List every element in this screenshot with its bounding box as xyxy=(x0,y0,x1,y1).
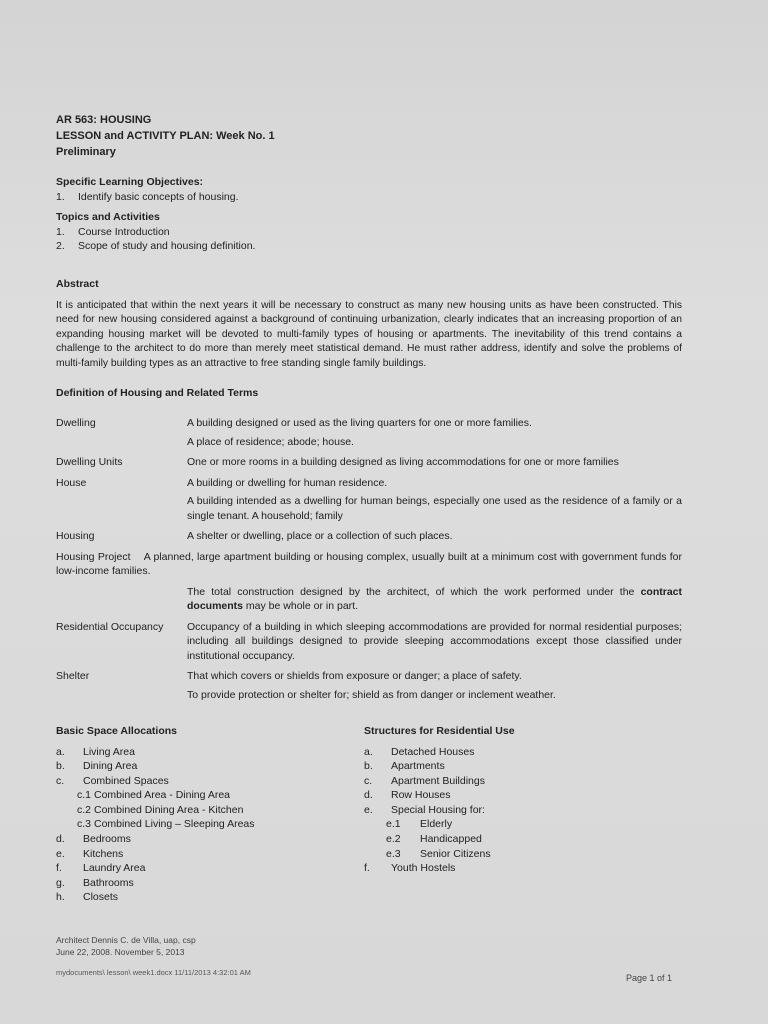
item-text: Identify basic concepts of housing. xyxy=(78,190,239,203)
item-number: 2. xyxy=(56,240,65,252)
term-label: House xyxy=(56,476,87,489)
list-item: c. Combined Spaces xyxy=(56,774,169,787)
contract-documents-term: contract documents xyxy=(187,585,682,612)
structures-heading: Structures for Residential Use xyxy=(364,725,515,737)
definition-housing-project xyxy=(56,550,682,614)
definition-text: The total construction designed by the architect, of which the work performed under the contract documents may be whole or in part. xyxy=(187,585,682,612)
definition-shelter xyxy=(56,669,682,702)
course-title: AR 563: HOUSING xyxy=(56,114,152,126)
allocations-heading: Basic Space Allocations xyxy=(56,725,177,737)
topics-section xyxy=(56,210,255,254)
definition-text: A place of residence; abode; house. xyxy=(187,435,354,448)
list-item: c.3 Combined Living – Sleeping Areas xyxy=(77,818,255,831)
allocations-section xyxy=(56,724,356,905)
allocations-list xyxy=(56,745,356,906)
definition-residential-occupancy xyxy=(56,620,682,664)
list-item: g. Bathrooms xyxy=(56,876,134,889)
list-item: f. Youth Hostels xyxy=(364,862,456,875)
item-text: Scope of study and housing definition. xyxy=(78,240,256,252)
topics-list xyxy=(56,225,255,254)
list-item: e.1 Elderly xyxy=(386,818,453,831)
page-number: Page 1 of 1 xyxy=(626,973,673,983)
footer-file-path: mydocuments\ lesson\ week1.docx 11/11/2013 4:32:01 AM xyxy=(56,968,251,977)
definition-text: A building designed or used as the living quarters for one or more families. xyxy=(187,417,532,429)
definition-text: One or more rooms in a building designed as living accommodations for one or more families xyxy=(187,456,619,468)
list-item: b. Apartments xyxy=(364,760,445,773)
objectives-heading: Specific Learning Objectives: xyxy=(56,176,204,188)
term-title: Preliminary xyxy=(56,146,116,158)
list-item: a. Detached Houses xyxy=(364,745,475,758)
definition-text: A planned, large apartment building or housing complex, usually built at a minimum cost with government funds for low-income families. xyxy=(56,550,683,577)
footer-dates: June 22, 2008. November 5, 2013 xyxy=(56,947,185,957)
list-item xyxy=(56,190,239,205)
objectives-list xyxy=(56,190,239,205)
plan-title: LESSON and ACTIVITY PLAN: Week No. 1 xyxy=(56,130,275,142)
document-header xyxy=(56,112,275,160)
list-item: h. Closets xyxy=(56,891,119,904)
item-number: 1. xyxy=(56,190,65,203)
definition-text: A building or dwelling for human residence. xyxy=(187,476,388,489)
structures-list xyxy=(364,745,664,876)
list-item: d. Row Houses xyxy=(364,789,451,802)
definition-text: A shelter or dwelling, place or a collection of such places. xyxy=(187,530,453,542)
definition-housing xyxy=(56,529,682,544)
list-item: c. Apartment Buildings xyxy=(364,774,485,787)
definitions-heading: Definition of Housing and Related Terms xyxy=(56,387,259,399)
definition-dwelling-units xyxy=(56,455,682,470)
definition-text: To provide protection or shelter for; shield as from danger or inclement weather. xyxy=(187,688,556,701)
term-label: Dwelling Units xyxy=(56,456,123,468)
term-label: Housing xyxy=(56,530,95,542)
term-label: Residential Occupancy xyxy=(56,620,164,633)
list-item: a. Living Area xyxy=(56,745,135,758)
topics-heading: Topics and Activities xyxy=(56,211,160,223)
list-item: e.2 Handicapped xyxy=(386,833,482,846)
list-item: e. Kitchens xyxy=(56,847,124,860)
objectives-section xyxy=(56,175,239,204)
definition-dwelling xyxy=(56,416,682,449)
abstract-text: It is anticipated that within the next years it will be necessary to construct as many new housing units as have been constructed. This need for new housing considered against a background of continuing urbanization, clearly indicates that an increasing proportion of an expanding housing market will be devoted to multi-family types of housing or apartments. The inevitability of this trend contains a challenge to the architect to do more than merely meet statistical demand. He must rather address, identify and solve the problems of multi-family building types as an attractive to free standing single family buildings. xyxy=(56,300,682,369)
structures-section xyxy=(364,724,664,876)
list-item: b. Dining Area xyxy=(56,760,138,773)
list-item: e. Special Housing for: xyxy=(364,803,485,816)
term-label: Housing Project xyxy=(56,550,131,563)
term-label: Dwelling xyxy=(56,417,96,429)
footer-author: Architect Dennis C. de Villa, uap, csp xyxy=(56,935,196,945)
list-item: d. Bedrooms xyxy=(56,833,131,846)
list-item: f. Laundry Area xyxy=(56,862,146,875)
list-item xyxy=(56,225,255,240)
item-number: 1. xyxy=(56,225,65,238)
definition-text: Occupancy of a building in which sleeping accommodations are provided for normal residential purposes; including all buildings designed to provide sleeping accommodations except those classified under institutional occupancy. xyxy=(187,620,682,662)
term-label: Shelter xyxy=(56,670,90,682)
list-item: c.2 Combined Dining Area - Kitchen xyxy=(77,803,244,816)
list-item: c.1 Combined Area - Dining Area xyxy=(77,789,230,802)
definition-house xyxy=(56,476,682,524)
abstract-heading: Abstract xyxy=(56,278,99,290)
footer-author-block xyxy=(56,934,196,958)
definitions-list xyxy=(56,416,682,708)
list-item xyxy=(56,239,255,254)
item-text: Course Introduction xyxy=(78,225,170,238)
list-item: e.3 Senior Citizens xyxy=(386,847,491,860)
definition-text: A building intended as a dwelling for human beings, especially one used as the residence of a family or a single tenant. A household; family xyxy=(187,495,682,522)
definition-text: That which covers or shields from exposure or danger; a place of safety. xyxy=(187,670,522,682)
